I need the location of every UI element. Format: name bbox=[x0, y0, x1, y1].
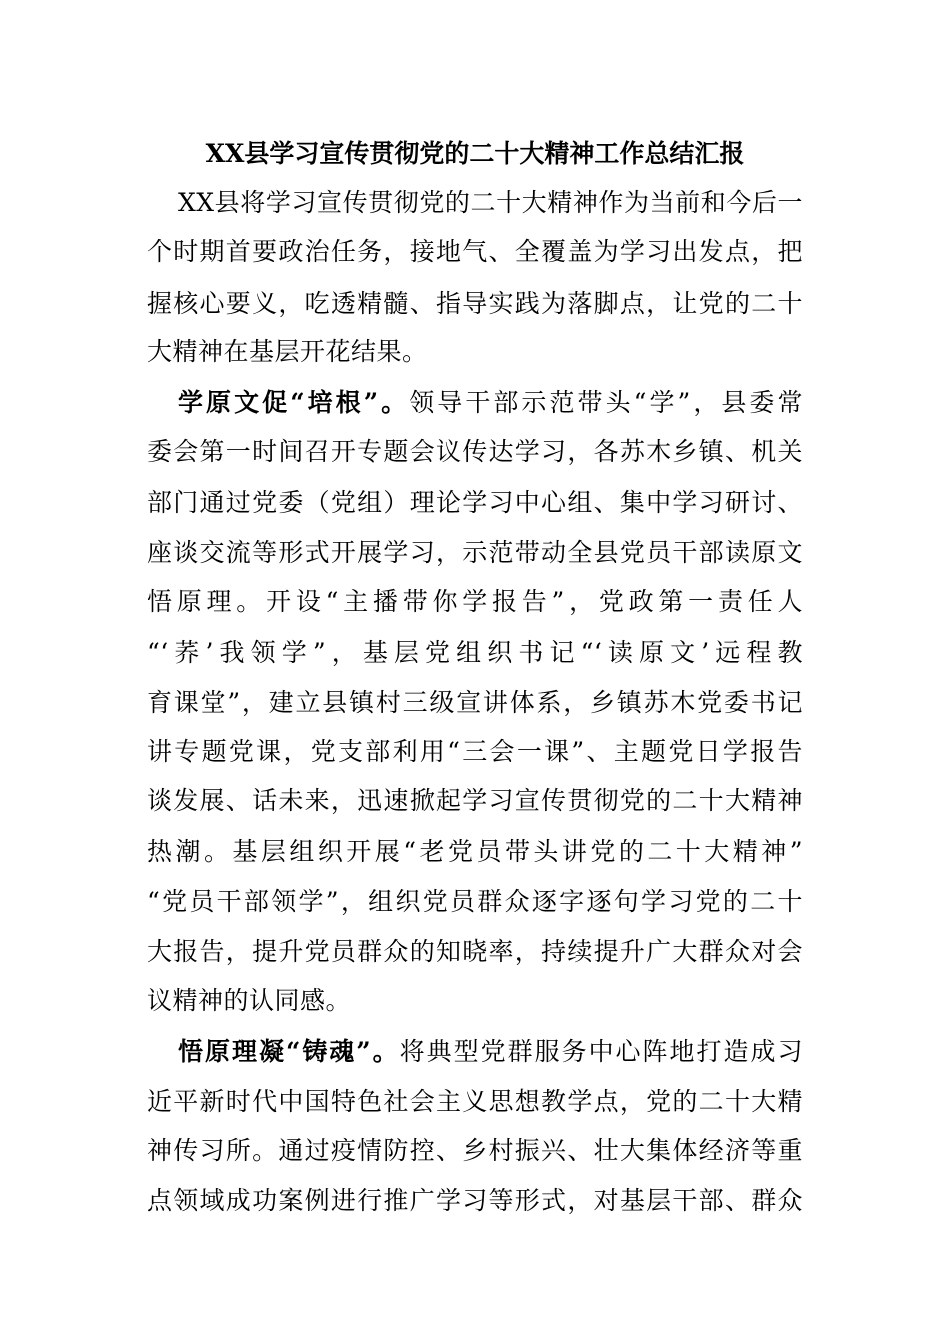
section2-first-line bbox=[178, 1035, 803, 1069]
section2-line-2: 近平新时代中国特色社会主义思想教学点，党的二十大精 bbox=[147, 1087, 803, 1116]
section2-first-line-text: 将典型党群服务中心阵地打造成习 bbox=[399, 1037, 803, 1066]
section1-line-8: 讲专题党课，党支部利用“三会一课”、主题党日学报告 bbox=[147, 737, 803, 766]
section1-line-6: “‘荞’我领学”，基层党组织书记“‘读原文’远程教 bbox=[147, 638, 803, 667]
intro-line-3: 握核心要义，吃透精髓、指导实践为落脚点，让党的二十 bbox=[147, 289, 803, 318]
section1-line-11: “党员干部领学”，组织党员群众逐字逐句学习党的二十 bbox=[147, 887, 803, 916]
section1-line-2: 委会第一时间召开专题会议传达学习，各苏木乡镇、机关 bbox=[147, 437, 803, 466]
section1-line-10: 热潮。基层组织开展“老党员带头讲党的二十大精神” bbox=[147, 837, 803, 866]
section1-line-5: 悟原理。开设“主播带你学报告”，党政第一责任人 bbox=[147, 587, 803, 616]
section1-line-4: 座谈交流等形式开展学习，示范带动全县党员干部读原文 bbox=[147, 538, 803, 567]
section1-line-3: 部门通过党委（党组）理论学习中心组、集中学习研讨、 bbox=[147, 488, 803, 517]
section1-first-line-text: 领导干部示范带头“学”，县委常 bbox=[409, 388, 803, 417]
section1-first-line bbox=[178, 386, 803, 420]
section1-line-7: 育课堂”，建立县镇村三级宣讲体系，乡镇苏木党委书记 bbox=[147, 688, 803, 717]
document-title: XX县学习宣传贯彻党的二十大精神工作总结汇报 bbox=[205, 139, 745, 168]
section1-heading: 学原文促“培根”。 bbox=[178, 388, 410, 417]
section2-line-3: 神传习所。通过疫情防控、乡村振兴、壮大集体经济等重 bbox=[147, 1136, 803, 1165]
section2-heading: 悟原理凝“铸魂”。 bbox=[178, 1037, 400, 1066]
intro-line-2: 个时期首要政治任务，接地气、全覆盖为学习出发点，把 bbox=[147, 237, 803, 266]
intro-line-4: 大精神在基层开花结果。 bbox=[147, 337, 428, 366]
section1-line-9: 谈发展、话未来，迅速掀起学习宣传贯彻党的二十大精神 bbox=[147, 786, 803, 815]
intro-line-1: XX县将学习宣传贯彻党的二十大精神作为当前和今后一 bbox=[178, 188, 803, 217]
section2-line-4: 点领域成功案例进行推广学习等形式，对基层干部、群众 bbox=[147, 1186, 803, 1215]
section1-line-13: 议精神的认同感。 bbox=[147, 986, 352, 1015]
section1-line-12: 大报告，提升党员群众的知晓率，持续提升广大群众对会 bbox=[147, 937, 803, 966]
